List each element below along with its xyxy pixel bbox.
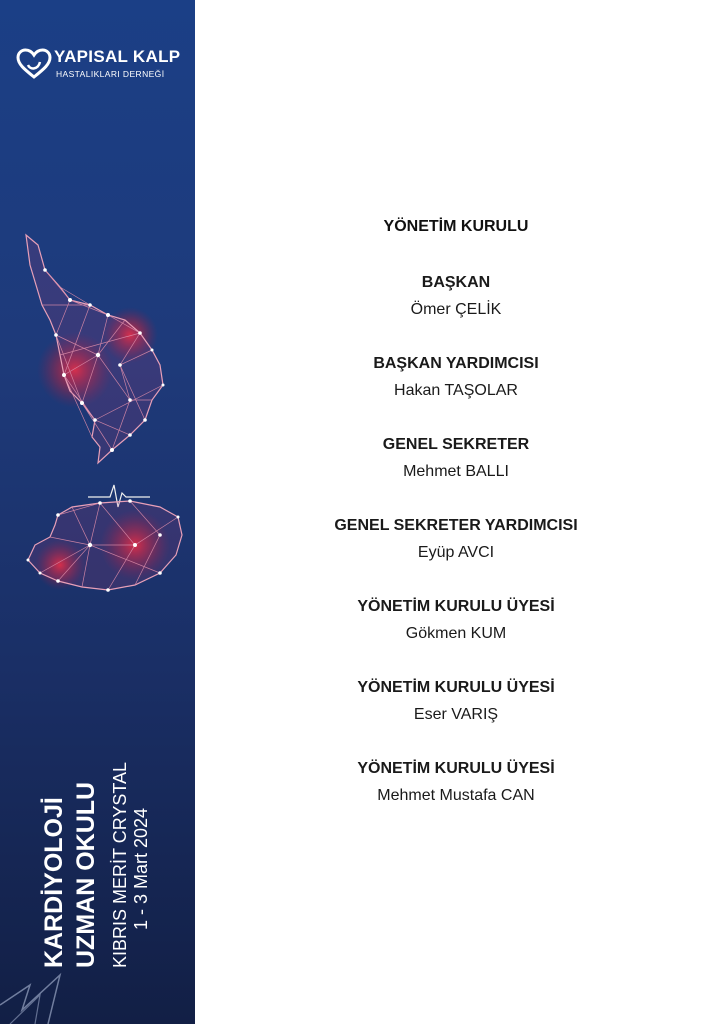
board-member: [195, 678, 717, 726]
member-role: YÖNETİM KURULU ÜYESİ: [357, 679, 555, 696]
member-role: YÖNETİM KURULU ÜYESİ: [357, 598, 555, 615]
board-member: [195, 516, 717, 564]
event-venue: KIBRIS MERİT CRYSTAL: [110, 761, 130, 968]
member-name: Gökmen KUM: [405, 625, 507, 642]
sidebar-banner: [0, 0, 195, 1024]
board-content: [195, 0, 717, 1024]
board-member: [195, 435, 717, 483]
member-name: Mehmet BALLI: [403, 463, 509, 480]
corner-line-decoration: [0, 965, 90, 1024]
event-title-line1: KARDİYOLOJİ: [40, 797, 68, 968]
member-role: YÖNETİM KURULU ÜYESİ: [357, 760, 555, 777]
board-member: [195, 759, 717, 807]
member-name: Mehmet Mustafa CAN: [377, 787, 535, 804]
event-dates: 1 - 3 Mart 2024: [131, 807, 151, 930]
association-logo: [16, 44, 191, 88]
board-member: [195, 354, 717, 402]
member-name: Eyüp AVCI: [417, 544, 495, 561]
member-name: Hakan TAŞOLAR: [394, 382, 518, 399]
member-role: BAŞKAN: [421, 274, 491, 291]
member-role: GENEL SEKRETER YARDIMCISI: [334, 517, 578, 534]
board-member: [195, 597, 717, 645]
page-title: YÖNETİM KURULU: [383, 218, 529, 235]
map-network-illustration: [0, 225, 195, 605]
board-member: [195, 273, 717, 321]
logo-subtitle: HASTALIKLARI DERNEĞİ: [56, 69, 165, 79]
member-role: BAŞKAN YARDIMCISI: [373, 355, 539, 372]
member-name: Eser VARIŞ: [413, 706, 499, 723]
logo-title: YAPISAL KALP: [54, 47, 181, 66]
event-title-line2: UZMAN OKULU: [72, 781, 100, 968]
member-role: GENEL SEKRETER: [382, 436, 530, 453]
member-name: Ömer ÇELİK: [410, 301, 502, 318]
heart-icon: [16, 48, 52, 80]
